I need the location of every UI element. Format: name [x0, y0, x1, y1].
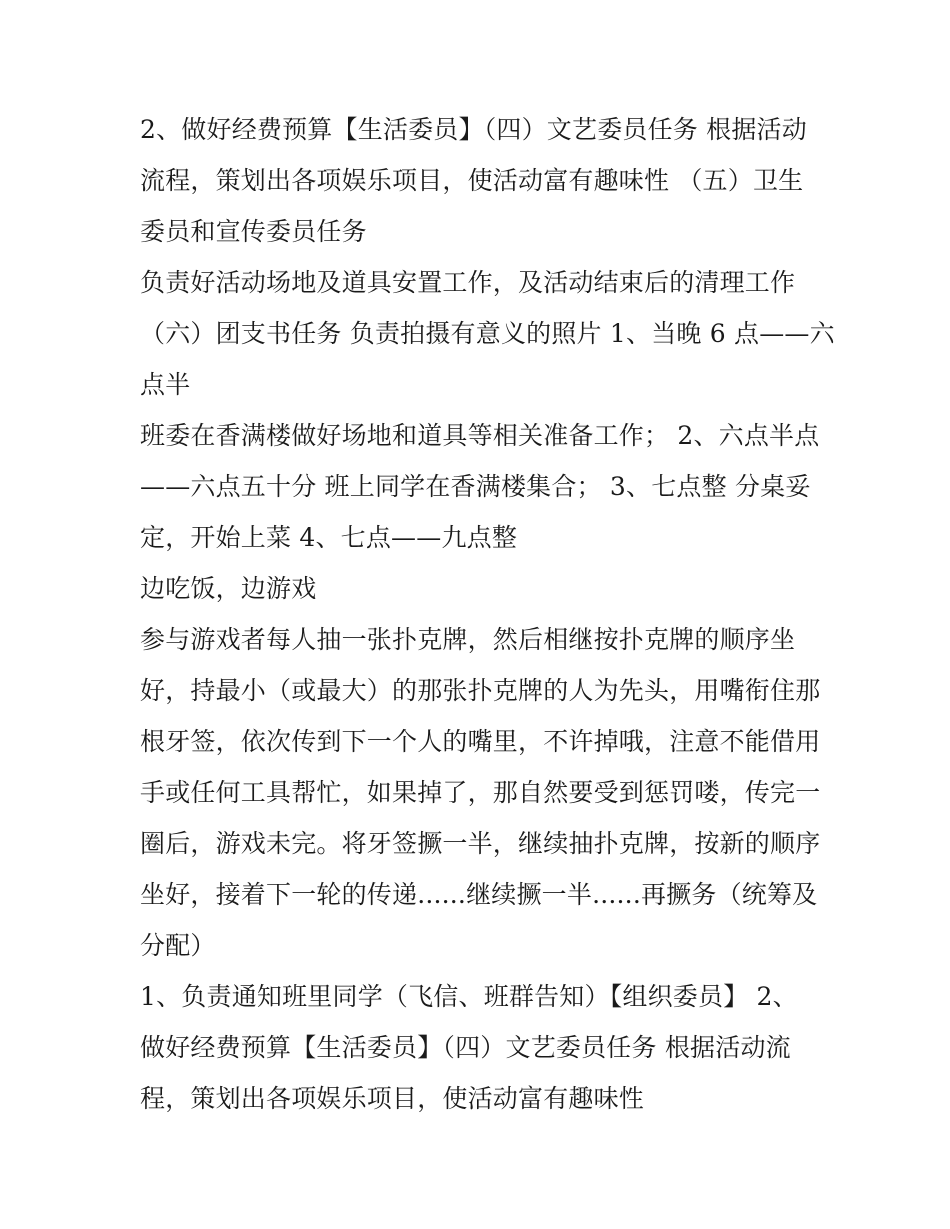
text-line: 定，开始上菜 4、七点——九点整 [140, 523, 518, 552]
text-line: 根牙签，依次传到下一个人的嘴里，不许掉哦，注意不能借用 [140, 727, 821, 756]
text-line: 流程，策划出各项娱乐项目，使活动富有趣味性 （五）卫生 [140, 166, 804, 195]
text-line: 好，持最小（或最大）的那张扑克牌的人为先头，用嘴衔住那 [140, 676, 821, 705]
text-line: 点半 [140, 370, 191, 399]
text-line: 边吃饭，边游戏 [140, 574, 317, 603]
text-line: ——六点五十分 班上同学在香满楼集合； 3、七点整 分桌妥 [140, 472, 811, 501]
text-line: 坐好，接着下一轮的传递......继续撅一半......再撅务（统筹及 [140, 880, 818, 909]
text-line: 1、负责通知班里同学（飞信、班群告知）【组织委员】 2、 [140, 982, 798, 1011]
text-line: 程，策划出各项娱乐项目，使活动富有趣味性 [140, 1084, 645, 1113]
text-line: 2、做好经费预算【生活委员】（四）文艺委员任务 根据活动 [140, 115, 807, 144]
text-line: 做好经费预算【生活委员】（四）文艺委员任务 根据活动流 [140, 1033, 791, 1062]
document-body [140, 104, 835, 1124]
text-line: 负责好活动场地及道具安置工作，及活动结束后的清理工作 [140, 268, 796, 297]
text-line: 分配） [140, 931, 216, 960]
text-line: 手或任何工具帮忙，如果掉了，那自然要受到惩罚喽，传完一 [140, 778, 821, 807]
text-line: 委员和宣传委员任务 [140, 217, 367, 246]
text-line: 班委在香满楼做好场地和道具等相关准备工作； 2、六点半点 [140, 421, 820, 450]
text-line: （六）团支书任务 负责拍摄有意义的照片 1、当晚 6 点——六 [140, 319, 835, 348]
text-line: 参与游戏者每人抽一张扑克牌，然后相继按扑克牌的顺序坐 [140, 625, 796, 654]
text-line: 圈后，游戏未完。将牙签撅一半，继续抽扑克牌，按新的顺序 [140, 829, 821, 858]
